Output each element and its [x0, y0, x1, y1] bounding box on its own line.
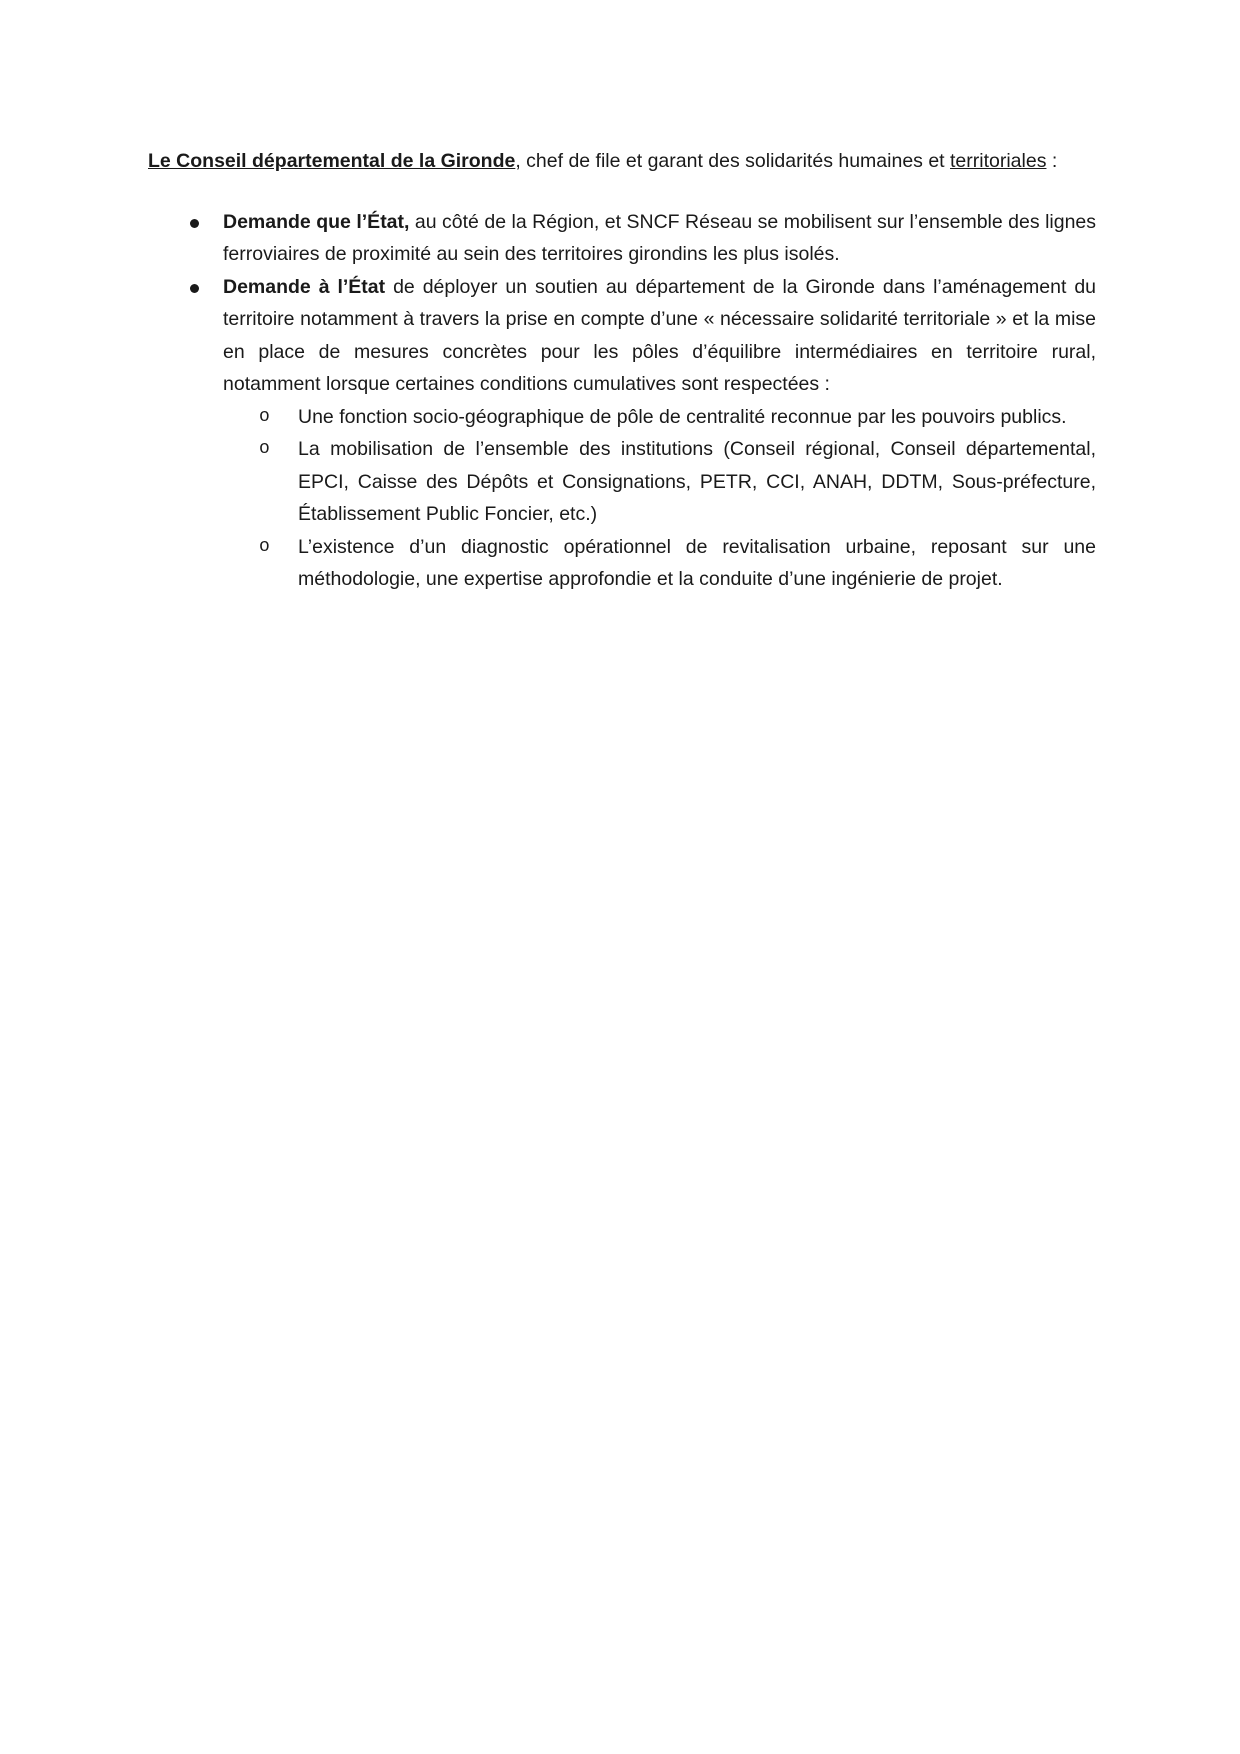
- condition-text: La mobilisation de l’ensemble des institutions (Conseil régional, Conseil départemental, EPCI, Caisse des Dépôts et Consignations, PETR, CCI, ANAH, DDTM, Sous-préfecture, Établissement Public Foncier, etc.): [298, 438, 1096, 525]
- list-item-text: [223, 206, 1096, 271]
- list-item: [148, 271, 1096, 596]
- condition-text: Une fonction socio-géographique de pôle de centralité reconnue par les pouvoirs publics.: [298, 405, 1067, 428]
- demand-lead: Demande que l’État,: [223, 210, 410, 233]
- intro-colon: :: [1046, 150, 1058, 172]
- document-page: [148, 145, 1096, 596]
- demand-list: [148, 206, 1096, 596]
- hollow-circle-icon: o: [259, 406, 270, 427]
- demand-body: de déployer un soutien au département de la Gironde dans l’aménagement du territoire notamment à travers la prise en compte d’une « nécessaire solidarité territoriale » et la mise en place de mesures concrètes pour les pôles d’équilibre intermédiaires en territoire rural, notamment lorsque certaines conditions cumulatives sont respectées :: [223, 275, 1097, 395]
- bullet-dot-icon: [190, 284, 199, 293]
- demand-body: au côté de la Région, et SNCF Réseau se mobilisent sur l’ensemble des lignes ferroviaires de proximité au sein des territoires girondins les plus isolés.: [223, 210, 1097, 265]
- intro-territoriales: territoriales: [950, 150, 1047, 172]
- list-item: [223, 433, 1096, 531]
- demand-lead: Demande à l’État: [223, 275, 386, 298]
- condition-text: L’existence d’un diagnostic opérationnel de revitalisation urbaine, reposant sur une méthodologie, une expertise approfondie et la conduite d’une ingénierie de projet.: [298, 535, 1096, 590]
- bullet-dot-icon: [190, 219, 199, 228]
- intro-paragraph: [148, 145, 1096, 178]
- list-item: [223, 401, 1096, 434]
- intro-text: , chef de file et garant des solidarités humaines et: [515, 150, 951, 172]
- list-item-text: [223, 271, 1096, 401]
- conditions-list: [223, 401, 1096, 596]
- org-name: Le Conseil départemental de la Gironde: [148, 150, 516, 172]
- hollow-circle-icon: o: [259, 439, 270, 459]
- list-item: [148, 206, 1096, 271]
- list-item: [223, 531, 1096, 596]
- hollow-circle-icon: o: [259, 536, 270, 557]
